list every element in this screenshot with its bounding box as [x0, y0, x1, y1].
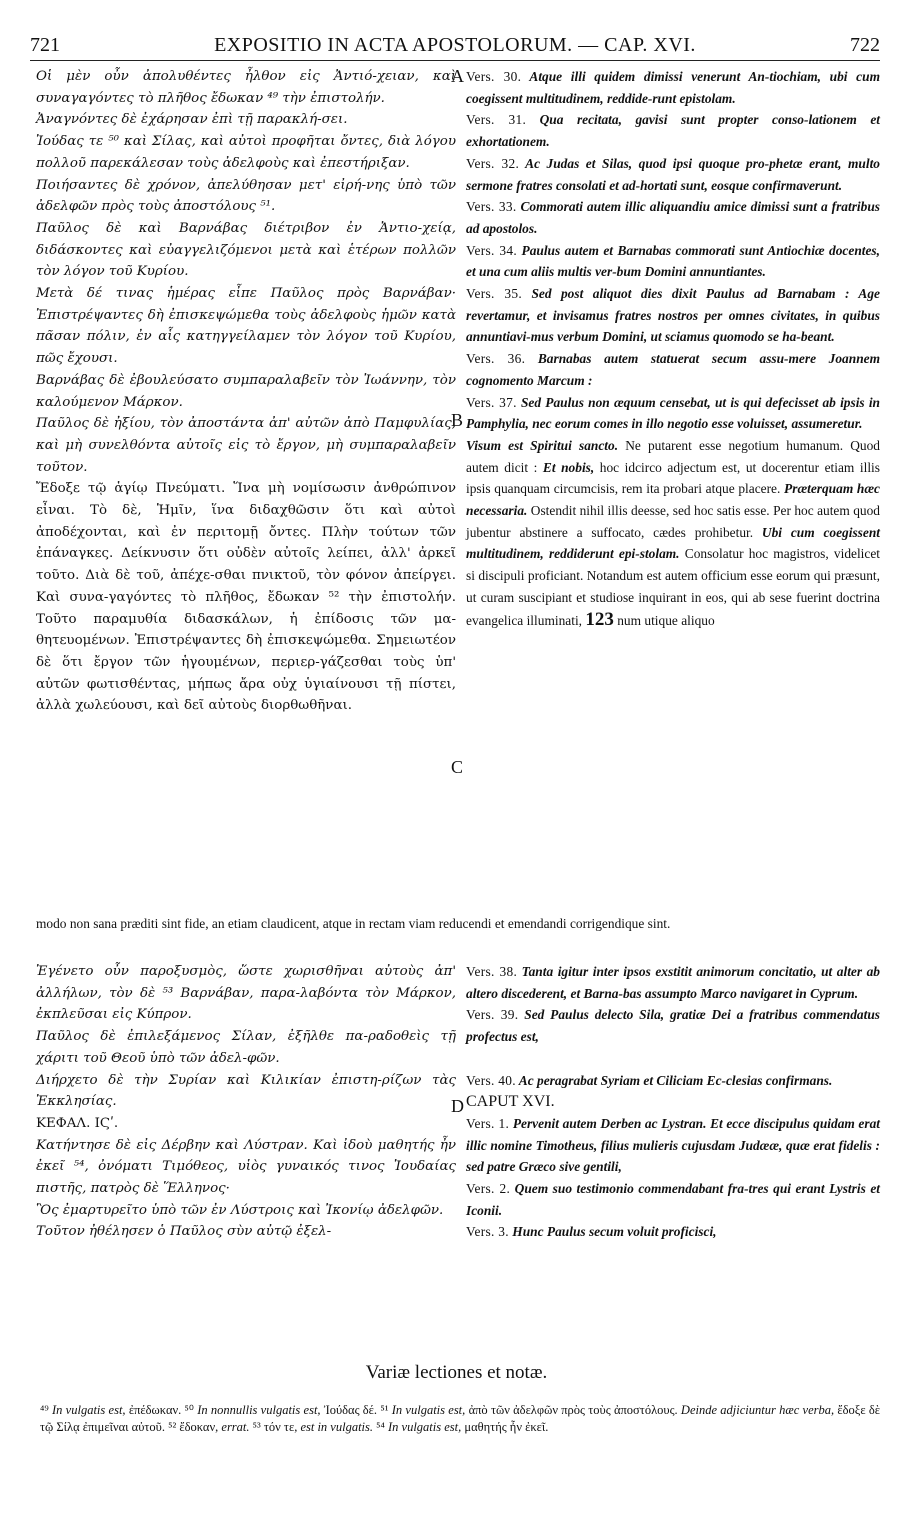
greek-verse-3: Τοῦτον ἠθέλησεν ὁ Παῦλος σὺν αὐτῷ ἐξελ- [36, 1224, 332, 1240]
commentary-text: Ostendit nihil illis deesse, sed hoc satis esse. Per hoc autem quod jubentur abstinere a suffocato, cædes prohibetur. [466, 503, 880, 540]
latin-verse-31 [466, 109, 880, 152]
greek-verse-37: Παῦλος δὲ ἠξίου, τὸν ἀποστάντα ἀπ' αὐτῶν ἀπὸ Παμφυλίας, καὶ μὴ συνελθόντα αὐτοῖς εἰς τὸ ἔργον, μὴ συμπαραλαβεῖν τοῦτον. [36, 416, 456, 475]
greek-verse-34: Παῦλος δὲ καὶ Βαρνάβας διέτριβον ἐν Ἀντιο-χείᾳ, διδάσκοντες καὶ εὐαγγελιζόμενοι μετὰ καὶ ἑτέρων πολλῶν τὸν λόγον τοῦ Κυρίου. [36, 220, 456, 280]
commentary-lemma: Visum est Spiritui sancto. [466, 437, 619, 453]
verse-label: Vers. 32. [466, 155, 520, 171]
greek-commentary: Ἔδοξε τῷ ἁγίῳ Πνεύματι. Ἵνα μὴ νομίσωσιν ἀνθρώπινον εἶναι. Τὸ δὲ, Ἡμῖν, ἵνα διδαχθῶσιν ὅτι καὶ αὐτοὶ ἀποδέχονται, καὶ ἐν περιτομῇ ὄντες. Πλὴν τούτων τῶν ἐπάναγκες. Δείκνυσιν ὅτι οὐδὲν αὐτοῖς λείπει, ἀλλ' ἀρκεῖ τοῦτο. Διὰ δὲ τοῦ, ἀπέχε-σθαι πνικτοῦ, τὸν φόνον ἀπείργει. Καὶ συνα-γαγόντες τὸ πλῆθος, ἔδωκαν ⁵² τὴν ἐπιστολήν. Τοῦτο παραμυθία διδασκάλων, ἡ ἐπίδοσις τῶν μα-θητευομένων. Ἐπιστρέψαντες δὴ ἐπισκεψώμεθα. Σημειωτέον δὲ ὅτι ἔργον τῶν ἡγουμένων, περιερ-γάζεσθαι τοὺς ὑπ' αὐτῶν φωτισθέντας, μήπως ἄρα οὐχ ὑγιαίνουσι τῇ πίστει, ἀλλὰ χωλεύουσι, καὶ δεῖ αὐτοὺς διορθωθῆναι. [36, 481, 456, 714]
note-text: Ἰούδας δέ. [320, 1403, 381, 1417]
greek-verse-40: Διήρχετο δὲ τὴν Συρίαν καὶ Κιλικίαν ἐπιστη-ρίζων τὰς Ἐκκλησίας. [36, 1072, 456, 1110]
latin-verse-35 [466, 283, 880, 348]
running-title: EXPOSITIO IN ACTA APOSTOLORUM. — CAP. XVI. [214, 34, 696, 56]
note-italic: Deinde adjiciuntur hæc verba, [680, 1403, 835, 1417]
note-marker: ⁵² [168, 1420, 180, 1434]
latin-verse-36 [466, 348, 880, 391]
latin-verse-33 [466, 196, 880, 239]
verse-label: Vers. 2. [466, 1181, 511, 1197]
greek-verse-31: Ἀναγνόντες δὲ ἐχάρησαν ἐπὶ τῇ παρακλή-σει. [36, 112, 348, 128]
verse-text: Ac Judas et Silas, quod ipsi quoque pro-phetæ erant, multo sermone fratres consolati et ad-hortati sunt, eosque confirmaverunt. [466, 155, 880, 193]
commentary-text: hoc idcirco adjectum est, ut docerentur etiam illis ipsis quanquam circumcisis, rem ita probari atque placere. [466, 459, 880, 497]
latin-verse-37 [466, 392, 880, 435]
greek-verse-35: Μετὰ δέ τινας ἡμέρας εἶπε Παῦλος πρὸς Βαρνάβαν· Ἐπιστρέψαντες δὴ ἐπισκεψώμεθα τοὺς ἀδελφοὺς ἡμῶν κατὰ πᾶσαν πόλιν, ἐν αἷς κατηγγείλαμεν τὸν λόγον τοῦ Κυρίου, πῶς ἔχουσι. [36, 286, 456, 367]
greek-verse-33: Ποιήσαντες δὲ χρόνον, ἀπελύθησαν μετ' εἰρή-νης ὑπὸ τῶν ἀδελφῶν πρὸς τοὺς ἀποστόλους ⁵¹. [36, 177, 456, 215]
note-italic: In nonnullis vulgatis est, [197, 1403, 321, 1417]
footnotes [40, 1402, 880, 1436]
note-marker: ⁵⁴ [373, 1420, 388, 1434]
footnote-text [40, 1402, 880, 1436]
verse-text: Quem suo testimonio commendabant fra-tres qui erant Lystris et Iconii. [466, 1181, 880, 1218]
latin-verse-30 [466, 66, 880, 109]
latin-verse-38 [466, 961, 880, 1004]
latin-verse-1 [466, 1113, 880, 1178]
greek-verse-2: Ὃς ἐμαρτυρεῖτο ὑπὸ τῶν ἐν Λύστροις καὶ Ἰκονίῳ ἀδελφῶν. [36, 1202, 444, 1218]
note-marker: ⁵¹ [380, 1403, 392, 1417]
note-text: τόν τε, [263, 1420, 301, 1434]
verse-label: Vers. 37. [466, 394, 517, 410]
note-text: ἔδοκαν, [179, 1420, 222, 1434]
latin-column-upper [466, 66, 880, 631]
verse-label: Vers. 30. [466, 69, 522, 84]
latin-commentary [466, 435, 880, 631]
greek-verse-39: Παῦλος δὲ ἐπιλεξάμενος Σίλαν, ἐξῆλθε πα-ραδοθεὶς τῇ χάριτι τοῦ Θεοῦ ὑπὸ τῶν ἀδελ-φῶν. [36, 1029, 456, 1066]
column-number: 123 [585, 608, 614, 630]
verse-label: Vers. 35. [466, 286, 523, 302]
marker-a: A [451, 66, 464, 86]
verse-text: Qua recitata, gavisi sunt propter conso-lationem et exhortationem. [466, 112, 880, 150]
latin-chapter-heading: CAPUT XVI. [466, 1093, 555, 1111]
verse-text: Hunc Paulus secum voluit proficisci, [512, 1224, 717, 1240]
greek-verse-36: Βαρνάβας δὲ ἐβουλεύσατο συμπαραλαβεῖν τὸν Ἰωάννην, τὸν καλούμενον Μάρκον. [36, 372, 456, 410]
header-rule [30, 60, 880, 61]
greek-column-upper [36, 66, 456, 717]
verse-text: Pervenit autem Derben ac Lystran. Et ecce discipulus quidam erat illic nomine Timotheus, filius mulieris cujusdam Judææ, quæ erat fidelis : sed patre Græco sive gentili, [466, 1115, 881, 1175]
commentary-text: Consolatur hoc magistros, videlicet si discipuli proficiant. Notandum est autem officium esse eorum qui præsunt, ut curam suscipiant et studiose inquirant in eos, qui ab sese fuerint doctrina evangelica illuminati, [466, 546, 881, 628]
verse-label: Vers. 34. [466, 242, 518, 258]
note-text: μαθητής ἦν ἐκεῖ. [461, 1420, 549, 1434]
running-header [30, 34, 880, 60]
latin-column-lower [466, 961, 880, 1243]
latin-verse-39 [466, 1004, 880, 1047]
marker-d: D [451, 1096, 464, 1116]
verse-text: Atque illi quidem dimissi venerunt An-tiochiam, ubi cum coegissent multitudinem, reddide-runt epistolam. [466, 69, 880, 106]
verse-text: Tanta igitur inter ipsos exstitit animorum concitatio, ut alter ab altero discederent, et Barna-bas assumpto Marco navigaret in Cyprum. [466, 964, 880, 1001]
note-marker: ⁴⁹ [40, 1403, 52, 1417]
note-text: ἔδοξε δὲ τῷ Σίλᾳ ἐπιμεῖναι αὐτοῦ. [40, 1403, 881, 1434]
commentary-lemma: Ubi cum coegissent multitudinem, reddiderunt epi-stolam. [466, 524, 881, 562]
greek-verse-38: Ἐγένετο οὖν παροξυσμὸς, ὥστε χωρισθῆναι αὐτοὺς ἀπ' ἀλλήλων, τὸν δὲ ⁵³ Βαρνάβαν, παρα-λαβόντα τὸν Μάρκον, ἐκπλεῦσαι εἰς Κύπρον. [36, 964, 456, 1023]
verse-label: Vers. 39. [466, 1007, 519, 1023]
page-number-right: 722 [850, 34, 880, 56]
greek-chapter-heading: ΚΕΦΑΛ. ΙϚʹ. [36, 1115, 119, 1131]
verse-label: Vers. 1. [466, 1115, 510, 1131]
verse-label: Vers. 40. [466, 1072, 516, 1088]
marker-b: B [451, 410, 464, 430]
note-italic: errat. [221, 1420, 250, 1434]
full-width-continuation [36, 913, 880, 935]
greek-verse-30: Οἱ μὲν οὖν ἀπολυθέντες ἦλθον εἰς Ἀντιό-χειαν, καὶ συναγαγόντες τὸ πλῆθος ἔδωκαν ⁴⁹ τὴν ἐπιστολήν. [36, 69, 456, 106]
latin-verse-34 [466, 240, 880, 283]
note-text: ἀπὸ τῶν ἀδελφῶν πρὸς τοὺς ἀποστόλους. [465, 1403, 681, 1417]
verse-text: Barnabas autem statuerat secum assu-mere Joannem cognomento Marcum : [466, 351, 880, 388]
note-italic: In vulgatis est, [391, 1403, 466, 1417]
verse-text: Sed Paulus non æquum censebat, ut is qui defecisset ab ipsis in Pamphylia, nec eorum comes in illo negotio esse voluisset, assumeretur. [466, 394, 880, 432]
latin-verse-3 [466, 1221, 880, 1243]
greek-verse-1: Κατήντησε δὲ εἰς Δέρβην καὶ Λύστραν. Καὶ ἰδοὺ μαθητής ἦν ἐκεῖ ⁵⁴, ὀνόματι Τιμόθεος, υἱὸς γυναικός τινος Ἰουδαίας πιστῆς, πατρὸς δὲ Ἕλληνος· [36, 1137, 456, 1197]
note-italic: est in vulgatis. [300, 1420, 374, 1434]
verse-label: Vers. 36. [466, 351, 526, 367]
continuation-text: modo non sana præditi sint fide, an etiam claudicent, atque in rectam viam reducendi et emendandi corrigendique sint. [36, 916, 671, 931]
verse-label: Vers. 3. [466, 1224, 509, 1240]
note-text: ἐπέδωκαν. [125, 1403, 185, 1417]
latin-verse-40 [466, 1070, 880, 1092]
marker-c: C [451, 757, 464, 777]
verse-text: Paulus autem et Barnabas commorati sunt Antiochiæ docentes, et una cum aliis multis ver-bum Domini annuntiantes. [466, 242, 880, 280]
greek-column-lower [36, 961, 456, 1243]
verse-text: Sed Paulus delecto Sila, gratiæ Dei a fratribus commendatus profectus est, [466, 1007, 880, 1045]
note-marker: ⁵³ [249, 1420, 264, 1434]
latin-verse-2 [466, 1178, 880, 1221]
verse-text: Sed post aliquot dies dixit Paulus ad Barnabam : Age revertamur, et invisamus fratres nostros per omnes civitates, in quibus annuntiavi-mus verbum Domini, ut sciamus quomodo se ha-beant. [466, 286, 880, 345]
commentary-text: Ne putarent esse negotium humanum. Quod autem dicit : [466, 437, 880, 475]
note-italic: In vulgatis est, [388, 1420, 462, 1434]
note-italic: In vulgatis est, [52, 1403, 126, 1417]
page-number-left: 721 [30, 34, 60, 56]
note-marker: ⁵⁰ [184, 1403, 198, 1417]
commentary-lemma: Præterquam hæc necessaria. [466, 481, 880, 519]
verse-label: Vers. 31. [466, 112, 527, 128]
commentary-lemma: Et nobis, [542, 459, 595, 475]
greek-verse-32: Ἰούδας τε ⁵⁰ καὶ Σίλας, καὶ αὐτοὶ προφῆται ὄντες, διὰ λόγου πολλοῦ παρεκάλεσαν τοὺς ἀδελφοὺς καὶ ἐπεστήριξαν. [36, 134, 456, 171]
latin-verse-32 [466, 153, 880, 196]
commentary-text: num utique aliquo [613, 612, 715, 628]
notes-title: Variæ lectiones et notæ. [365, 1362, 548, 1383]
verse-label: Vers. 38. [466, 964, 518, 979]
verse-text: Ac peragrabat Syriam et Ciliciam Ec-clesias confirmans. [518, 1072, 833, 1088]
verse-text: Commorati autem illic aliquandiu amice dimissi sunt a fratribus ad apostolos. [466, 199, 880, 236]
verse-label: Vers. 33. [466, 199, 517, 215]
